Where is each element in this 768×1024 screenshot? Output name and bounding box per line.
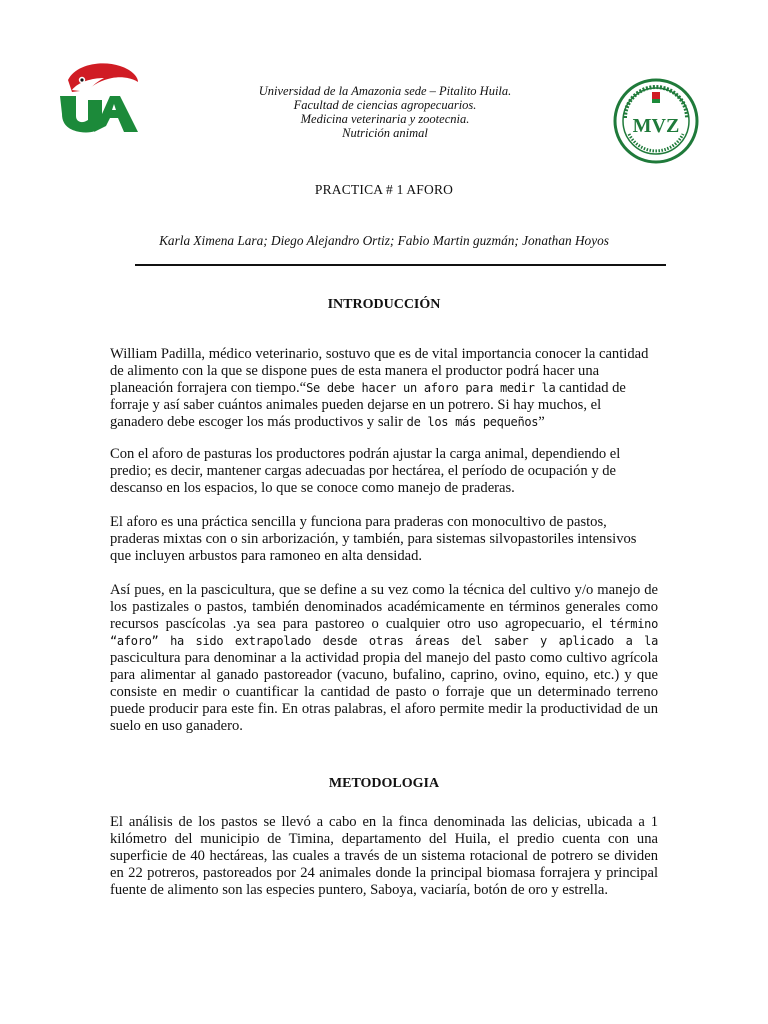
mvz-text: MVZ	[632, 115, 680, 137]
intro-p4-text-a: Así pues, en la pascicultura, que se define a su vez como la técnica del cultivo y/o manejo de los pastizales o pastos, también denominados académicamente en términos generales como recursos pascícolas .ya sea para pastoreo o cualquier otro uso agropecuario, el	[110, 582, 658, 632]
toucan-icon	[58, 60, 140, 136]
intro-paragraph-3: El aforo es una práctica sencilla y funciona para praderas con monocultivo de pastos, praderas mixtas con o sin arborización, y también, para sistemas silvopastoriles intensivos que incluyen arbustos para ramoneo en alta densidad.	[110, 514, 637, 564]
intro-p1-text-e: ”	[538, 414, 545, 430]
intro-p4-text-b: término “aforo” ha sido extrapolado desde otras áreas del saber y aplicado a la	[110, 617, 658, 648]
program-line: Medicina veterinaria y zootecnia.	[300, 112, 470, 126]
course-line: Nutrición animal	[342, 126, 428, 140]
intro-p1-quote-a: Se debe hacer un aforo para medir la	[306, 381, 556, 395]
intro-paragraph-1	[110, 346, 658, 431]
authors-line: Karla Ximena Lara; Diego Alejandro Ortiz; Fabio Martin guzmán; Jonathan Hoyos	[159, 233, 609, 248]
methodology-paragraph: El análisis de los pastos se llevó a cabo en la finca denominada las delicias, ubicada a 1 kilómetro del municipio de Timina, departamento del Huila, el predio cuenta con una superficie de 40 hectáreas, las cuales a través de un sistema rotacional de potrero se dividen en 22 potreros, pastoreados por 24 animales donde la principal biomasa forrajera y principal fuente de alimento son las especies puntero, Saboya, vaciaría, botón de oro y estrella.	[110, 814, 658, 898]
mvz-seal-icon	[613, 78, 699, 164]
intro-p4-text-c: pascicultura para denominar a la actividad propia del manejo del pasto como cultivo agrícola para alimentar al ganado pastoreador (vacuno, bufalino, caprino, ovino, equino, etc.) y que consiste en medir o cuantificar la cantidad de pasto o forraje que un determinado terreno puede producir para este fin. En otras palabras, el aforo permite medir la productividad de un suelo en uso ganadero.	[110, 650, 658, 734]
header-divider	[135, 264, 666, 266]
university-logo	[58, 60, 140, 136]
intro-paragraph-2: Con el aforo de pasturas los productores podrán ajustar la carga animal, dependiendo el predio; es decir, mantener cargas adecuadas por hectárea, el período de ocupación y de descanso en los espacios, lo que se conoce como manejo de praderas.	[110, 446, 621, 496]
introduction-heading: INTRODUCCIÓN	[327, 297, 441, 312]
institution-header	[200, 84, 570, 140]
practice-title: PRACTICA # 1 AFORO	[314, 182, 454, 197]
intro-p1-text-c: cantidad de forraje y así saber cuántos animales pueden dejarse en un potrero. Si hay muchos, el ganadero debe escoger los más productivos y salir	[110, 380, 626, 430]
faculty-line: Facultad de ciencias agropecuarios.	[293, 98, 477, 112]
intro-p1-text-a: William Padilla, médico veterinario, sostuvo que es de vital importancia conocer la cantidad de alimento con la que se dispone pues de esta manera el productor podrá hacer una planeación forrajera con tiempo.“	[110, 346, 649, 396]
methodology-heading: METODOLOGIA	[328, 776, 440, 791]
intro-p1-quote-d: de los más pequeños	[406, 415, 539, 429]
mvz-logo	[613, 78, 699, 164]
university-line: Universidad de la Amazonia sede – Pitalito Huila.	[258, 84, 512, 98]
intro-paragraph-4	[110, 582, 658, 735]
